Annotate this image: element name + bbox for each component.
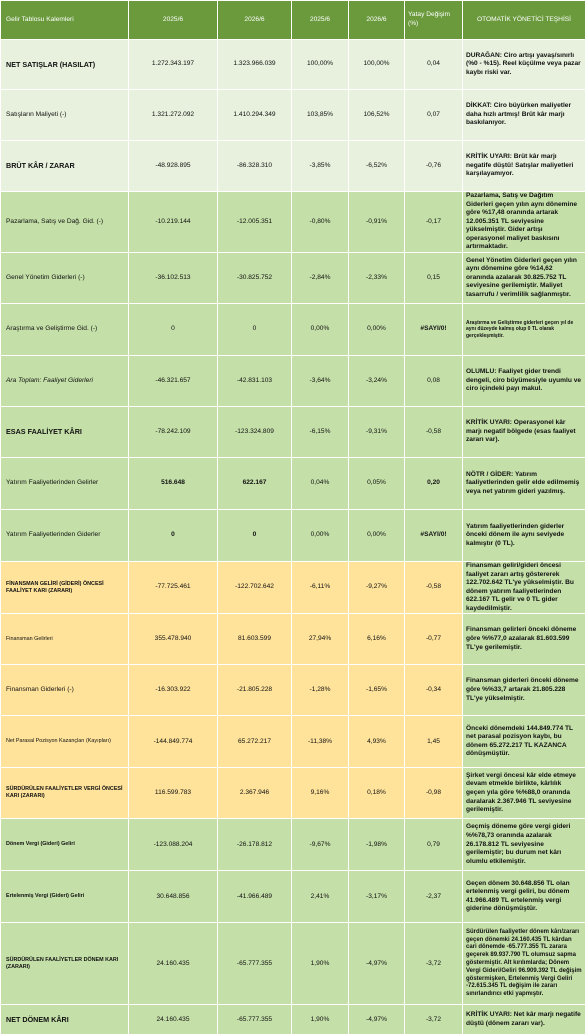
table-row [1,40,585,90]
row-percent-2026: 0,00% [349,303,405,355]
row-value-2026: -42.831.103 [218,355,292,406]
table-row [1,406,585,457]
table-row [1,355,585,406]
row-change: -0,17 [405,192,463,253]
row-diagnosis: Önceki dönemdeki 144.849.774 TL net parasal pozisyon kaybı, bu dönem 65.272.217 TL KAZANCA dönüşmüştür. [463,716,585,768]
row-percent-2026: 100,00% [349,40,405,90]
row-change: -0,77 [405,614,463,665]
row-value-2026: 1.323.966.039 [218,40,292,90]
row-diagnosis: Finansman giderleri önceki döneme göre %%33,7 artarak 21.805.228 TL'ye yükselmiştir. [463,665,585,716]
row-percent-2025: 27,94% [292,614,349,665]
row-diagnosis: Finansman gelirleri önceki döneme göre %%77,0 azalarak 81.603.599 TL'ye gerilemiştir. [463,614,585,665]
header-horizontal-change: Yatay Değişim (%) [405,1,463,40]
row-value-2026: -26.178.812 [218,819,292,871]
header-2025-percent: 2025/6 [292,1,349,40]
row-value-2026: -122.702.642 [218,561,292,613]
row-percent-2026: -1,65% [349,665,405,716]
table-row [1,614,585,665]
row-change: -0,34 [405,665,463,716]
row-value-2026: -21.805.228 [218,665,292,716]
table-row [1,252,585,303]
row-diagnosis: Geçmiş döneme göre vergi gideri %%78,73 oranında azalarak 26.178.812 TL seviyesine gerilemiştir; bu durum net kârı olumlu etkilemiştir. [463,819,585,871]
row-diagnosis: DİKKAT: Ciro büyürken maliyetler daha hızlı artmış! Brüt kâr marjı baskılanıyor. [463,90,585,141]
row-percent-2026: 106,52% [349,90,405,141]
row-change: #SAYI/0! [405,303,463,355]
table-row [1,192,585,253]
row-label: Net Parasal Pozisyon Kazançları (Kayıpları) [1,716,129,768]
row-value-2026: 65.272.217 [218,716,292,768]
row-diagnosis: KRİTİK UYARI: Operasyonel kâr marjı negatif bölgede (esas faaliyet zararı var). [463,406,585,457]
row-change: 0,20 [405,457,463,509]
row-value-2025: -78.242.109 [129,406,218,457]
row-value-2026: 81.603.599 [218,614,292,665]
row-diagnosis: Genel Yönetim Giderleri geçen yılın aynı dönemine göre %14,62 oranında azalarak 30.825.752 TL seviyesine gerilemiştir. Maliyet tasarrufu / verimlilik sağlanmıştır. [463,252,585,303]
row-change: 0,79 [405,819,463,871]
row-change: #SAYI/0! [405,509,463,561]
row-percent-2026: -0,91% [349,192,405,253]
table-row [1,1005,585,1035]
row-value-2026: 622.167 [218,457,292,509]
row-change: -3,72 [405,923,463,1005]
row-diagnosis: NÖTR / GİDER: Yatırım faaliyetlerinden gelir elde edilmemiş veya net yatırım gideri yazılmış. [463,457,585,509]
row-percent-2026: 4,93% [349,716,405,768]
row-change: -0,58 [405,561,463,613]
row-diagnosis: Geçen dönem 30.648.856 TL olan ertelenmiş vergi geliri, bu dönem 41.966.489 TL ertelenmiş vergi giderine dönüşmüştür. [463,871,585,923]
table-row [1,716,585,768]
row-percent-2026: 6,16% [349,614,405,665]
row-value-2025: 24.160.435 [129,923,218,1005]
row-label: SÜRDÜRÜLEN FAALİYETLER VERGİ ÖNCESİ KARI (ZARARI) [1,768,129,819]
row-value-2025: 1.272.343.197 [129,40,218,90]
header-2025-amount: 2025/6 [129,1,218,40]
row-label: Finansman Giderleri (-) [1,665,129,716]
row-percent-2026: -9,27% [349,561,405,613]
row-percent-2025: 100,00% [292,40,349,90]
row-percent-2025: 103,85% [292,90,349,141]
row-percent-2026: -6,52% [349,141,405,192]
row-percent-2026: -1,98% [349,819,405,871]
table-row [1,768,585,819]
row-value-2025: 1.321.272.092 [129,90,218,141]
row-label: Pazarlama, Satış ve Dağ. Gid. (-) [1,192,129,253]
row-value-2026: -30.825.752 [218,252,292,303]
row-diagnosis: KRİTİK UYARI: Brüt kâr marjı negatife düştü! Satışlar maliyetleri karşılayamıyor. [463,141,585,192]
row-percent-2026: -2,33% [349,252,405,303]
row-value-2025: 30.648.856 [129,871,218,923]
header-2026-amount: 2026/6 [218,1,292,40]
row-diagnosis: DURAĞAN: Ciro artışı yavaş/sınırlı (%0 - %15). Reel küçülme veya pazar kaybı riski var. [463,40,585,90]
row-diagnosis: KRİTİK UYARI: Net kâr marjı negatife düştü (dönem zararı var). [463,1005,585,1035]
row-percent-2025: 1,90% [292,923,349,1005]
row-percent-2025: -11,38% [292,716,349,768]
row-label: Genel Yönetim Giderleri (-) [1,252,129,303]
row-label: Satışların Maliyeti (-) [1,90,129,141]
table-row [1,871,585,923]
row-percent-2026: 0,18% [349,768,405,819]
row-value-2025: -36.102.513 [129,252,218,303]
row-percent-2025: -9,67% [292,819,349,871]
row-diagnosis: Araştırma ve Geliştirme giderleri geçen yıl de aynı düzeyde kalmış olup 0 TL olarak gerçekleşmiştir. [463,303,585,355]
row-diagnosis: Yatırım faaliyetlerinden giderler önceki dönem ile aynı seviyede kalmıştır (0 TL). [463,509,585,561]
row-label: BRÜT KÂR / ZARAR [1,141,129,192]
row-value-2025: 516.648 [129,457,218,509]
row-change: -0,98 [405,768,463,819]
row-change: 0,07 [405,90,463,141]
row-percent-2025: 0,00% [292,509,349,561]
row-value-2025: 0 [129,303,218,355]
header-diagnosis: OTOMATİK YÖNETİCİ TEŞHİSİ [463,1,585,40]
row-value-2025: 0 [129,509,218,561]
table-row [1,303,585,355]
row-label: Yatırım Faaliyetlerinden Gelirler [1,457,129,509]
row-percent-2025: 1,90% [292,1005,349,1035]
row-percent-2025: -0,80% [292,192,349,253]
row-diagnosis: OLUMLU: Faaliyet gider trendi dengeli, ciro büyümesiyle uyumlu ve ciro içindeki payı makul. [463,355,585,406]
row-value-2026: 0 [218,303,292,355]
row-value-2025: 24.160.435 [129,1005,218,1035]
row-label: Ara Toplam: Faaliyet Giderleri [1,355,129,406]
row-percent-2026: -9,31% [349,406,405,457]
row-percent-2025: 9,16% [292,768,349,819]
row-percent-2026: -3,17% [349,871,405,923]
row-change: 0,15 [405,252,463,303]
row-value-2026: 1.410.294.349 [218,90,292,141]
row-value-2025: 355.478.940 [129,614,218,665]
table-row [1,923,585,1005]
row-value-2026: -12.005.351 [218,192,292,253]
row-label: NET DÖNEM KÂRI [1,1005,129,1035]
row-change: -0,76 [405,141,463,192]
header-item: Gelir Tablosu Kalemleri [1,1,129,40]
row-percent-2025: -1,28% [292,665,349,716]
row-percent-2026: 0,05% [349,457,405,509]
row-percent-2026: -4,97% [349,1005,405,1035]
row-label: ESAS FAALİYET KÂRI [1,406,129,457]
row-percent-2026: 0,00% [349,509,405,561]
row-label: SÜRDÜRÜLEN FAALİYETLER DÖNEM KARI (ZARARI) [1,923,129,1005]
row-value-2026: -65.777.355 [218,923,292,1005]
row-label: FİNANSMAN GELİRİ (GİDERİ) ÖNCESİ FAALİYET KARI (ZARARI) [1,561,129,613]
row-change: 0,08 [405,355,463,406]
row-value-2025: -46.321.657 [129,355,218,406]
row-change: 0,04 [405,40,463,90]
table-row [1,457,585,509]
table-row [1,665,585,716]
row-percent-2025: -6,15% [292,406,349,457]
row-label: Finansman Gelirleri [1,614,129,665]
row-percent-2025: 2,41% [292,871,349,923]
row-change: -2,37 [405,871,463,923]
row-diagnosis: Sürdürülen faaliyetler dönem kârı/zararı geçen dönemki 24.160.435 TL kârdan cari dönemde -65.777.355 TL zarara geçerek 89.937.790 TL olumsuz sapma göstermiştir. Alt kırılımlarda; Dönem Vergi Gideri/Geliri 96.909.392 TL değişim göstermişken, Ertelenmiş Vergi Geliri -72.615.345 TL değişim ile zararı sınırlandırıcı etki yapmıştır. [463,923,585,1005]
row-value-2025: -16.303.922 [129,665,218,716]
table-row [1,141,585,192]
row-value-2025: -10.219.144 [129,192,218,253]
table-row [1,509,585,561]
table-row [1,90,585,141]
row-diagnosis: Şirket vergi öncesi kâr elde etmeye devam etmekle birlikte, kârlılık geçen yıla göre %%88,0 oranında daralarak 2.367.946 TL seviyesine gerilemiştir. [463,768,585,819]
row-percent-2025: -3,85% [292,141,349,192]
header-row [1,1,585,40]
row-label: Yatırım Faaliyetlerinden Giderler [1,509,129,561]
row-value-2026: 2.367.946 [218,768,292,819]
row-label: Araştırma ve Geliştirme Gid. (-) [1,303,129,355]
row-value-2026: 0 [218,509,292,561]
row-value-2025: 116.599.783 [129,768,218,819]
row-percent-2025: -2,84% [292,252,349,303]
table-row [1,561,585,613]
row-change: 1,45 [405,716,463,768]
row-percent-2025: 0,04% [292,457,349,509]
row-value-2026: -41.966.489 [218,871,292,923]
row-value-2026: -86.328.310 [218,141,292,192]
row-diagnosis: Pazarlama, Satış ve Dağıtım Giderleri geçen yılın aynı dönemine göre %17,48 oranında artarak 12.005.351 TL seviyesine yükselmiştir. Gider artışı operasyonel maliyet baskısını artırmaktadır. [463,192,585,253]
row-value-2025: -77.725.461 [129,561,218,613]
row-percent-2025: -3,64% [292,355,349,406]
row-diagnosis: Finansman geliri/gideri öncesi faaliyet zararı artış göstererek 122.702.642 TL'ye yükselmiştir. Bu dönem yatırım faaliyetlerinden 622.167 TL gelir ve 0 TL gider kaydedilmiştir. [463,561,585,613]
row-percent-2025: 0,00% [292,303,349,355]
row-percent-2026: -3,24% [349,355,405,406]
row-label: NET SATIŞLAR (HASILAT) [1,40,129,90]
header-2026-percent: 2026/6 [349,1,405,40]
row-value-2025: -123.088.204 [129,819,218,871]
row-percent-2025: -6,11% [292,561,349,613]
row-label: Ertelenmiş Vergi (Gideri) Geliri [1,871,129,923]
row-percent-2026: -4,97% [349,923,405,1005]
row-value-2025: -48.928.895 [129,141,218,192]
row-label: Dönem Vergi (Gideri) Geliri [1,819,129,871]
row-value-2025: -144.849.774 [129,716,218,768]
row-value-2026: -123.324.809 [218,406,292,457]
row-value-2026: -65.777.355 [218,1005,292,1035]
row-change: -3,72 [405,1005,463,1035]
row-change: -0,58 [405,406,463,457]
table-row [1,819,585,871]
